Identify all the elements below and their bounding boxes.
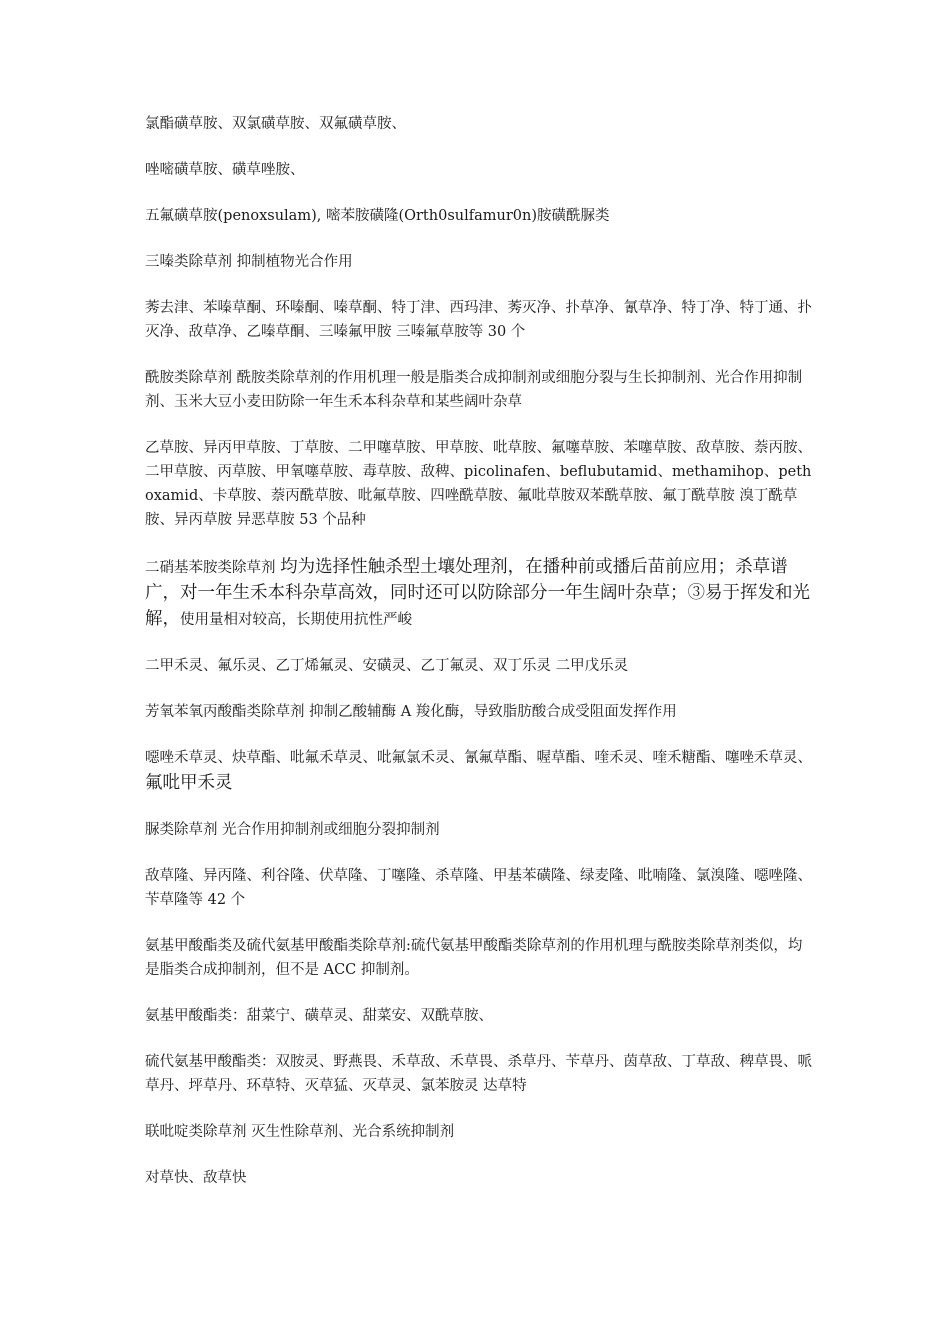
paragraph-tail-text: 使用量相对较高，长期使用抗性严峻	[180, 612, 412, 628]
paragraph-text: 氨基甲酸酯类：甜菜宁、磺草灵、甜菜安、双酰草胺、	[145, 1008, 493, 1024]
paragraph-text: 联吡啶类除草剂 灭生性除草剂、光合系统抑制剂	[145, 1124, 455, 1140]
paragraph-text: 噁唑禾草灵、炔草酯、吡氟禾草灵、吡氟氯禾灵、氰氟草酯、喔草酯、喹禾灵、喹禾糖酯、噻唑禾草灵、	[145, 750, 812, 766]
paragraph-sulfonamides-3	[145, 204, 815, 228]
paragraph-urea-heading	[145, 818, 815, 842]
paragraph-large-text: 氟吡甲禾灵	[145, 773, 233, 793]
paragraph-text: 二甲禾灵、氟乐灵、乙丁烯氟灵、安磺灵、乙丁氟灵、双丁乐灵 二甲戊乐灵	[145, 658, 629, 674]
paragraph-text: 硫代氨基甲酸酯类：双胺灵、野燕畏、禾草敌、禾草畏、杀草丹、苄草丹、茵草敌、丁草敌、稗草畏、哌草丹、坪草丹、环草特、灭草猛、灭草灵、氯苯胺灵 达草特	[145, 1054, 812, 1094]
paragraph-lead-text: 二硝基苯胺类除草剂	[145, 560, 281, 576]
paragraph-text: 唑嘧磺草胺、磺草唑胺、	[145, 162, 305, 178]
paragraph-aryloxy-list	[145, 746, 815, 796]
paragraph-carbamate-heading	[145, 934, 815, 982]
paragraph-bipyridyl-heading	[145, 1120, 815, 1144]
paragraph-text: 酰胺类除草剂 酰胺类除草剂的作用机理一般是脂类合成抑制剂或细胞分裂与生长抑制剂、光合作用抑制剂、玉米大豆小麦田防除一年生禾本科杂草和某些阔叶杂草	[145, 370, 803, 410]
paragraph-thiocarbamate-list	[145, 1050, 815, 1098]
paragraph-sulfonamides-2	[145, 158, 815, 182]
paragraph-text: 脲类除草剂 光合作用抑制剂或细胞分裂抑制剂	[145, 822, 440, 838]
paragraph-triazine-list	[145, 296, 815, 344]
paragraph-text: 乙草胺、异丙甲草胺、丁草胺、二甲噻草胺、甲草胺、吡草胺、氟噻草胺、苯噻草胺、敌草胺、萘丙胺、二甲草胺、丙草胺、甲氧噻草胺、毒草胺、敌稗、picolinafen、beflubutamid、methamihop、pethoxamid、卡草胺、萘丙酰草胺、吡氟草胺、四唑酰草胺、氟吡草胺双苯酰草胺、氟丁酰草胺 溴丁酰草胺、异丙草胺 异恶草胺 53 个品种	[145, 440, 812, 528]
paragraph-bipyridyl-list	[145, 1166, 815, 1190]
paragraph-aryloxy-heading	[145, 700, 815, 724]
paragraph-amide-list	[145, 436, 815, 532]
paragraph-text: 氨基甲酸酯类及硫代氨基甲酸酯类除草剂:硫代氨基甲酸酯类除草剂的作用机理与酰胺类除草剂类似，均是脂类合成抑制剂，但不是 ACC 抑制剂。	[145, 938, 803, 978]
paragraph-text: 敌草隆、异丙隆、利谷隆、伏草隆、丁噻隆、杀草隆、甲基苯磺隆、绿麦隆、吡喃隆、氯溴隆、噁唑隆、苄草隆等 42 个	[145, 868, 812, 908]
paragraph-text: 三嗪类除草剂 抑制植物光合作用	[145, 254, 353, 270]
paragraph-dinitroaniline	[145, 554, 815, 632]
paragraph-urea-list	[145, 864, 815, 912]
paragraph-large-text: 均为选择性触杀型土壤处理剂，在播种前或播后苗前应用；杀草谱广，对一年生禾本科杂草高效，同时还可以防除部分一年生阔叶杂草；③易于挥发和光解，	[145, 557, 810, 629]
paragraph-dinitroaniline-list	[145, 654, 815, 678]
paragraph-triazine-heading	[145, 250, 815, 274]
paragraph-amide-heading	[145, 366, 815, 414]
paragraph-sulfonamides-1	[145, 112, 815, 136]
paragraph-text: 氯酯磺草胺、双氯磺草胺、双氟磺草胺、	[145, 116, 406, 132]
paragraph-text: 莠去津、苯嗪草酮、环嗪酮、嗪草酮、特丁津、西玛津、莠灭净、扑草净、氰草净、特丁净、特丁通、扑灭净、敌草净、乙嗪草酮、三嗪氟甲胺 三嗪氟草胺等 30 个	[145, 300, 812, 340]
paragraph-text: 对草快、敌草快	[145, 1170, 247, 1186]
document-body	[145, 112, 815, 1212]
paragraph-carbamate-list	[145, 1004, 815, 1028]
paragraph-text: 五氟磺草胺(penoxsulam), 嘧苯胺磺隆(Orth0sulfamur0n)胺磺酰脲类	[145, 208, 610, 224]
paragraph-text: 芳氧苯氧丙酸酯类除草剂 抑制乙酸辅酶 A 羧化酶，导致脂肪酸合成受阻面发挥作用	[145, 704, 677, 720]
